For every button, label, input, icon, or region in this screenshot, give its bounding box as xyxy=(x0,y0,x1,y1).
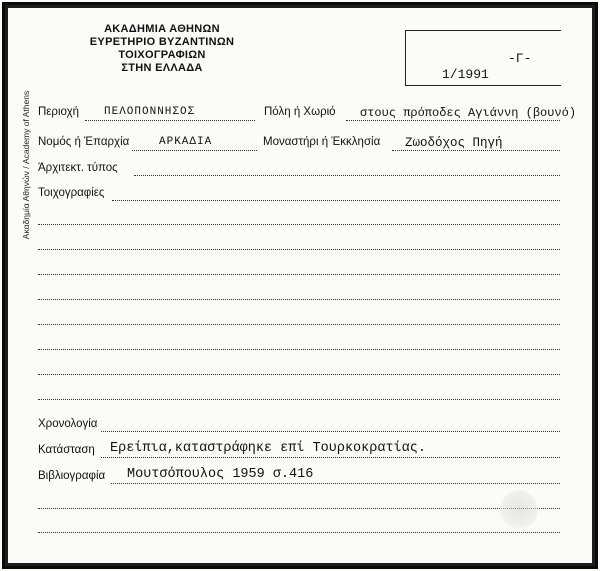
header-line-2: ΕΥΡΕΤΗΡΙΟ ΒΥΖΑΝΤΙΝΩΝ ΤΟΙΧΟΓΡΑΦΙΩΝ xyxy=(89,36,235,61)
arch-type-dotted-line xyxy=(134,175,560,176)
blank-line-9 xyxy=(38,508,560,509)
blank-line-4 xyxy=(38,299,560,300)
blank-line-1 xyxy=(38,224,560,225)
header-line-1: ΑΚΑΔΗΜΙΑ ΑΘΗΝΩΝ xyxy=(104,23,220,35)
region-dotted-line xyxy=(85,120,255,121)
frescoes-dotted-line xyxy=(112,200,560,201)
blank-line-8 xyxy=(38,399,560,400)
prefecture-value: ΑΡΚΑΔΙΑ xyxy=(159,136,213,148)
catalog-number: 1/1991 xyxy=(442,67,489,82)
side-label: Ακαδημία Αθηνών / Academy of Athens xyxy=(21,90,31,240)
prefecture-label: Νομός ή Έπαρχία xyxy=(38,136,130,148)
bibliography-label: Βιβλιογραφία xyxy=(38,470,106,482)
frescoes-label: Τοιχογραφίες xyxy=(38,187,105,199)
card-header xyxy=(62,23,262,75)
blank-line-6 xyxy=(38,349,560,350)
region-value: ΠΕΛΟΠΟΝΝΗΣΟΣ xyxy=(104,106,196,118)
header-line-3: ΣΤΗΝ ΕΛΛΑΔΑ xyxy=(121,62,203,74)
chronology-dotted-line xyxy=(101,431,560,432)
catalog-code: -Γ- xyxy=(508,51,532,66)
condition-value: Ερείπια,καταστράφηκε επί Τουρκοκρατίας. xyxy=(110,441,426,456)
region-label: Περιοχή xyxy=(38,106,80,118)
catalog-number-box xyxy=(405,30,561,86)
monastery-label: Μοναστήρι ή Έκκλησία xyxy=(263,136,381,148)
arch-type-label: Άρχιτεκτ. τύπος xyxy=(38,162,118,174)
blank-line-10 xyxy=(38,532,560,533)
blank-line-7 xyxy=(38,374,560,375)
condition-dotted-line xyxy=(101,457,560,458)
town-value: στους πρόποδες Αγιάννη (βουνό) xyxy=(360,106,577,120)
blank-line-5 xyxy=(38,324,560,325)
monastery-dotted-line xyxy=(392,150,560,151)
bibliography-dotted-line xyxy=(111,483,560,484)
town-dotted-line xyxy=(346,120,560,121)
monastery-value: Ζωοδόχος Πηγή xyxy=(405,136,503,150)
blank-line-3 xyxy=(38,274,560,275)
blank-line-2 xyxy=(38,249,560,250)
condition-label: Κατάσταση xyxy=(38,444,95,456)
chronology-label: Χρονολογία xyxy=(38,418,98,430)
bibliography-value: Μουτσόπουλος 1959 σ.416 xyxy=(127,467,314,482)
town-label: Πόλη ή Χωριό xyxy=(264,106,336,118)
prefecture-dotted-line xyxy=(132,150,257,151)
watermark-seal xyxy=(500,490,538,532)
